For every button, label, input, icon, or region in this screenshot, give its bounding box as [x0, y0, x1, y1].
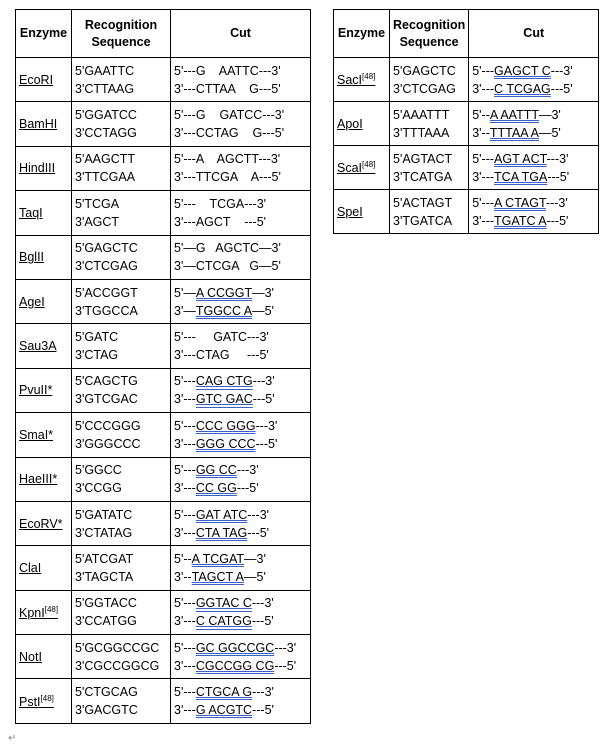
recognition-sequence: 5'CCCGGG 3'GGGCCC — [72, 413, 171, 457]
cut-pattern: 5'---GAT ATC---3' 3'---CTA TAG---5' — [171, 501, 311, 545]
enzyme-row — [16, 146, 311, 190]
recognition-sequence: 5'GGATCC 3'CCTAGG — [72, 102, 171, 146]
recognition-sequence: 5'ATCGAT 3'TAGCTA — [72, 546, 171, 590]
header-row — [16, 10, 311, 58]
enzyme-name: ClaI — [16, 546, 72, 590]
enzyme-row — [16, 546, 311, 590]
recognition-sequence: 5'AAATTT 3'TTTAAA — [390, 102, 469, 146]
enzyme-name: HaeIII* — [16, 457, 72, 501]
enzyme-name: SpeI — [334, 190, 390, 234]
enzyme-row — [16, 58, 311, 102]
paragraph-mark: ↵ — [8, 733, 17, 744]
enzyme-name: KpnI[48] — [16, 590, 72, 634]
recognition-sequence: 5'CTGCAG 3'GACGTC — [72, 679, 171, 723]
cut-pattern: 5'--A TCGAT—3' 3'--TAGCT A—5' — [171, 546, 311, 590]
cut-pattern: 5'--A AATTT—3' 3'--TTTAA A—5' — [469, 102, 599, 146]
cut-pattern: 5'---GAGCT C---3' 3'---C TCGAG---5' — [469, 58, 599, 102]
header-recognition: Recognition Sequence — [72, 10, 171, 58]
recognition-sequence: 5'GAGCTC 3'CTCGAG — [72, 235, 171, 279]
header-enzyme: Enzyme — [16, 10, 72, 58]
enzyme-name: PvuII* — [16, 368, 72, 412]
citation-ref: [48] — [362, 159, 376, 169]
enzyme-name: NotI — [16, 635, 72, 679]
cut-pattern: 5'---GC GGCCGC---3' 3'---CGCCGG CG---5' — [171, 635, 311, 679]
header-recognition: Recognition Sequence — [390, 10, 469, 58]
enzyme-table-right — [333, 9, 599, 234]
enzyme-row — [16, 235, 311, 279]
cut-pattern: 5'--- GATC---3' 3'---CTAG ---5' — [171, 324, 311, 368]
enzyme-name: ScaI[48] — [334, 146, 390, 190]
enzyme-row — [16, 457, 311, 501]
cut-pattern: 5'--- TCGA---3' 3'---AGCT ---5' — [171, 191, 311, 235]
enzyme-name: TaqI — [16, 191, 72, 235]
header-enzyme: Enzyme — [334, 10, 390, 58]
enzyme-row — [334, 146, 599, 190]
header-row — [334, 10, 599, 58]
enzyme-table-left — [15, 9, 311, 724]
recognition-sequence: 5'ACTAGT 3'TGATCA — [390, 190, 469, 234]
cut-pattern: 5'---A AGCTT---3' 3'---TTCGA A---5' — [171, 146, 311, 190]
enzyme-row — [16, 501, 311, 545]
recognition-sequence: 5'ACCGGT 3'TGGCCA — [72, 279, 171, 323]
enzyme-row — [334, 190, 599, 234]
recognition-sequence: 5'GGCC 3'CCGG — [72, 457, 171, 501]
recognition-sequence: 5'AAGCTT 3'TTCGAA — [72, 146, 171, 190]
recognition-sequence: 5'GATC 3'CTAG — [72, 324, 171, 368]
cut-pattern: 5'—G AGCTC—3' 3'—CTCGA G—5' — [171, 235, 311, 279]
enzyme-name: PstI[48] — [16, 679, 72, 723]
cut-pattern: 5'---GG CC---3' 3'---CC GG---5' — [171, 457, 311, 501]
cut-pattern: 5'---AGT ACT---3' 3'---TCA TGA---5' — [469, 146, 599, 190]
recognition-sequence: 5'CAGCTG 3'GTCGAC — [72, 368, 171, 412]
recognition-sequence: 5'GAATTC 3'CTTAAG — [72, 58, 171, 102]
enzyme-row — [16, 279, 311, 323]
enzyme-name: BamHI — [16, 102, 72, 146]
citation-ref: [48] — [362, 71, 376, 81]
cut-pattern: 5'---GGTAC C---3' 3'---C CATGG---5' — [171, 590, 311, 634]
header-cut: Cut — [469, 10, 599, 58]
cut-pattern: 5'---A CTAGT---3' 3'---TGATC A---5' — [469, 190, 599, 234]
recognition-sequence: 5'GGTACC 3'CCATGG — [72, 590, 171, 634]
enzyme-name: AgeI — [16, 279, 72, 323]
cut-pattern: 5'---CTGCA G---3' 3'---G ACGTC---5' — [171, 679, 311, 723]
enzyme-name: EcoRV* — [16, 501, 72, 545]
header-cut: Cut — [171, 10, 311, 58]
enzyme-name: SmaI* — [16, 413, 72, 457]
recognition-sequence: 5'TCGA 3'AGCT — [72, 191, 171, 235]
cut-pattern: 5'—A CCGGT—3' 3'—TGGCC A—5' — [171, 279, 311, 323]
enzyme-row — [334, 102, 599, 146]
enzyme-row — [16, 635, 311, 679]
enzyme-row — [16, 102, 311, 146]
recognition-sequence: 5'GCGGCCGC 3'CGCCGGCG — [72, 635, 171, 679]
enzyme-row — [334, 58, 599, 102]
enzyme-name: HindIII — [16, 146, 72, 190]
enzyme-row — [16, 679, 311, 723]
enzyme-name: BglII — [16, 235, 72, 279]
enzyme-row — [16, 413, 311, 457]
recognition-sequence: 5'GATATC 3'CTATAG — [72, 501, 171, 545]
enzyme-row — [16, 324, 311, 368]
enzyme-name: EcoRI — [16, 58, 72, 102]
cut-pattern: 5'---CCC GGG---3' 3'---GGG CCC---5' — [171, 413, 311, 457]
recognition-sequence: 5'AGTACT 3'TCATGA — [390, 146, 469, 190]
citation-ref: [48] — [40, 693, 54, 703]
enzyme-name: Sau3A — [16, 324, 72, 368]
enzyme-name: SacI[48] — [334, 58, 390, 102]
recognition-sequence: 5'GAGCTC 3'CTCGAG — [390, 58, 469, 102]
cut-pattern: 5'---G AATTC---3' 3'---CTTAA G---5' — [171, 58, 311, 102]
cut-pattern: 5'---G GATCC---3' 3'---CCTAG G---5' — [171, 102, 311, 146]
enzyme-name: ApoI — [334, 102, 390, 146]
enzyme-row — [16, 191, 311, 235]
enzyme-row — [16, 368, 311, 412]
citation-ref: [48] — [44, 604, 59, 614]
enzyme-row — [16, 590, 311, 634]
cut-pattern: 5'---CAG CTG---3' 3'---GTC GAC---5' — [171, 368, 311, 412]
